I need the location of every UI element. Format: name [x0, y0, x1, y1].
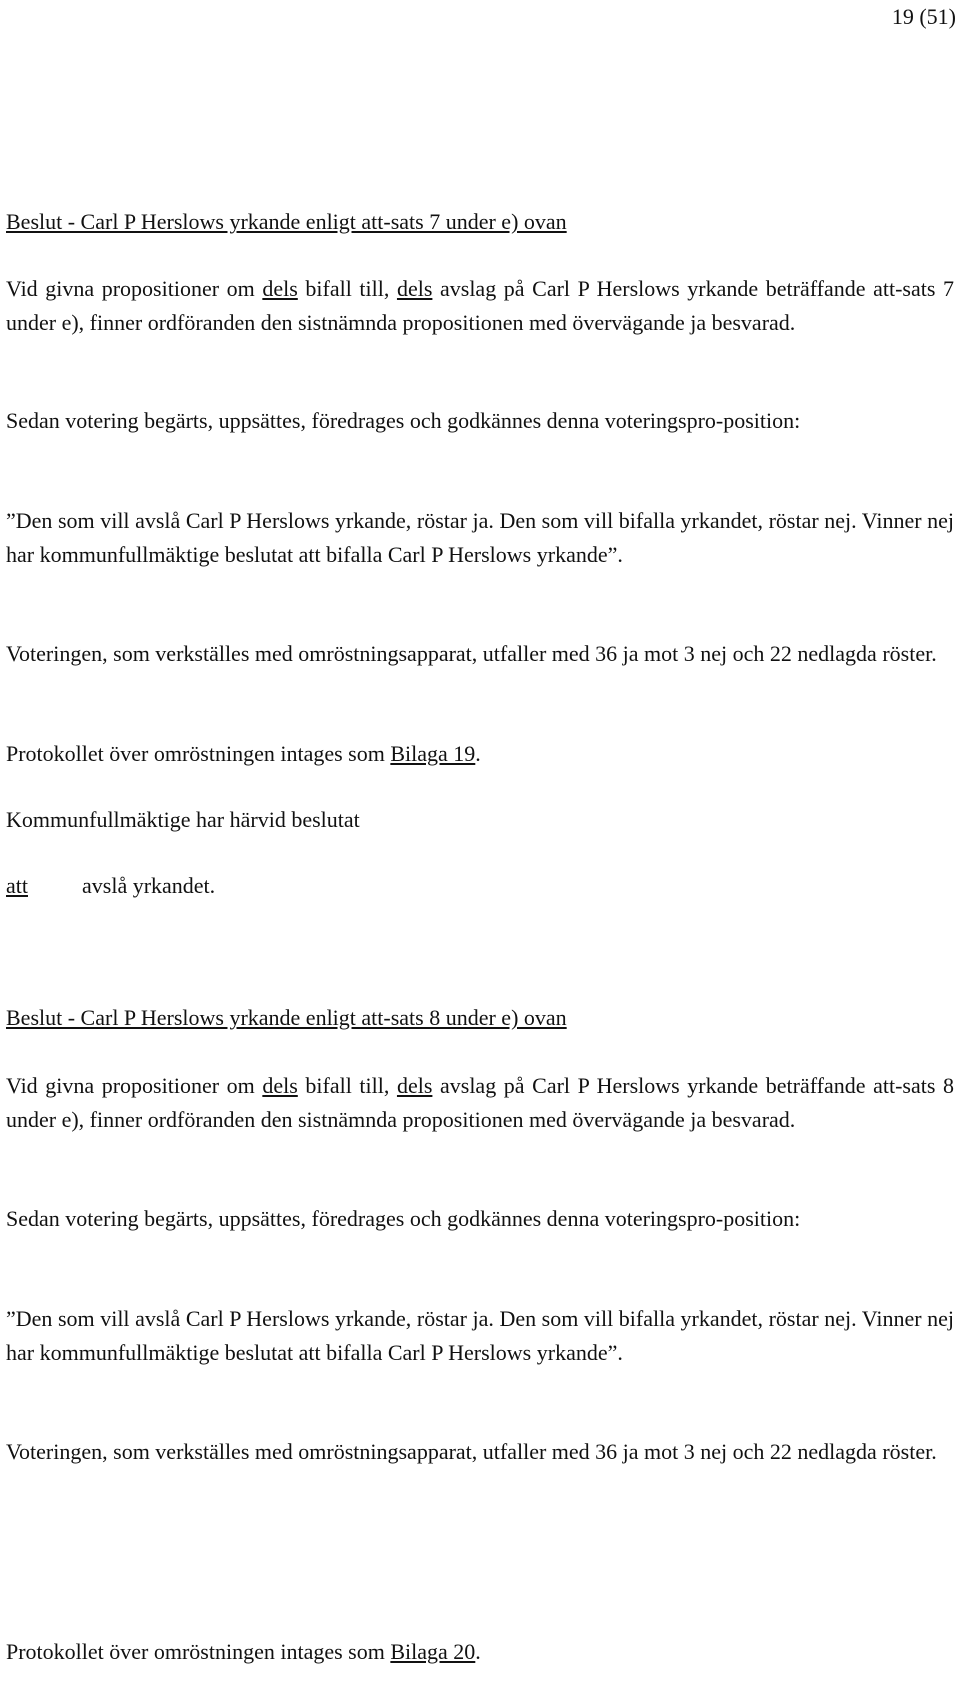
proposition-paragraph-2	[6, 1069, 954, 1137]
proposition-text: bifall till,	[297, 276, 397, 301]
protocol-text: .	[475, 1639, 481, 1664]
dels-underlined: dels	[396, 1073, 433, 1098]
proposition-text: avslag på Carl P Herslows yrkande beträffande att-sats 8 under e), finner ordföranden den sistnämnda propositionen med övervägande ja besvarad.	[6, 1073, 954, 1132]
document-page	[6, 0, 956, 1698]
proposition-paragraph-1	[6, 272, 954, 340]
section-heading-2: Beslut - Carl P Herslows yrkande enligt att-sats 8 under e) ovan	[6, 1005, 567, 1030]
voting-result-1: Voteringen, som verkställes med omröstningsapparat, utfaller med 36 ja mot 3 nej och 22 nedlagda röster.	[6, 641, 937, 666]
proposition-text: avslag på Carl P Herslows yrkande beträffande att-sats 7 under e), finner ordföranden den sistnämnda propositionen med övervägande ja besvarad.	[6, 276, 954, 335]
protocol-reference-1	[6, 737, 954, 771]
page-number: 19 (51)	[891, 4, 956, 29]
dels-underlined: dels	[262, 1073, 298, 1098]
bilaga-reference: Bilaga 20	[390, 1639, 476, 1664]
proposition-text: bifall till,	[297, 1073, 397, 1098]
protocol-text: Protokollet över omröstningen intages som	[6, 741, 391, 766]
votering-paragraph-2: Sedan votering begärts, uppsättes, föredrages och godkännes denna voteringspro-position:	[6, 1206, 801, 1231]
votering-paragraph-1: Sedan votering begärts, uppsättes, föredrages och godkännes denna voteringspro-position:	[6, 408, 801, 433]
dels-underlined: dels	[396, 276, 433, 301]
proposition-text: Vid givna propositioner om	[6, 1073, 263, 1098]
voting-result-2: Voteringen, som verkställes med omröstningsapparat, utfaller med 36 ja mot 3 nej och 22 nedlagda röster.	[6, 1439, 937, 1464]
att-word: att	[6, 873, 28, 898]
voting-proposition-quote-2: ”Den som vill avslå Carl P Herslows yrkande, röstar ja. Den som vill bifalla yrkandet, röstar nej. Vinner nej har kommunfullmäktige beslutat att bifalla Carl P Herslows yrkande”.	[6, 1306, 954, 1365]
decision-att-clause-1	[6, 869, 954, 903]
voting-proposition-quote-1: ”Den som vill avslå Carl P Herslows yrkande, röstar ja. Den som vill bifalla yrkandet, röstar nej. Vinner nej har kommunfullmäktige beslutat att bifalla Carl P Herslows yrkande”.	[6, 508, 954, 567]
bilaga-reference: Bilaga 19	[390, 741, 476, 766]
protocol-reference-2	[6, 1635, 954, 1669]
section-heading-1: Beslut - Carl P Herslows yrkande enligt att-sats 7 under e) ovan	[6, 209, 567, 234]
protocol-text: .	[475, 741, 481, 766]
decision-intro-1: Kommunfullmäktige har härvid beslutat	[6, 807, 360, 832]
decision-text: avslå yrkandet.	[82, 873, 216, 898]
proposition-text: Vid givna propositioner om	[6, 276, 263, 301]
protocol-text: Protokollet över omröstningen intages som	[6, 1639, 391, 1664]
dels-underlined: dels	[262, 276, 298, 301]
